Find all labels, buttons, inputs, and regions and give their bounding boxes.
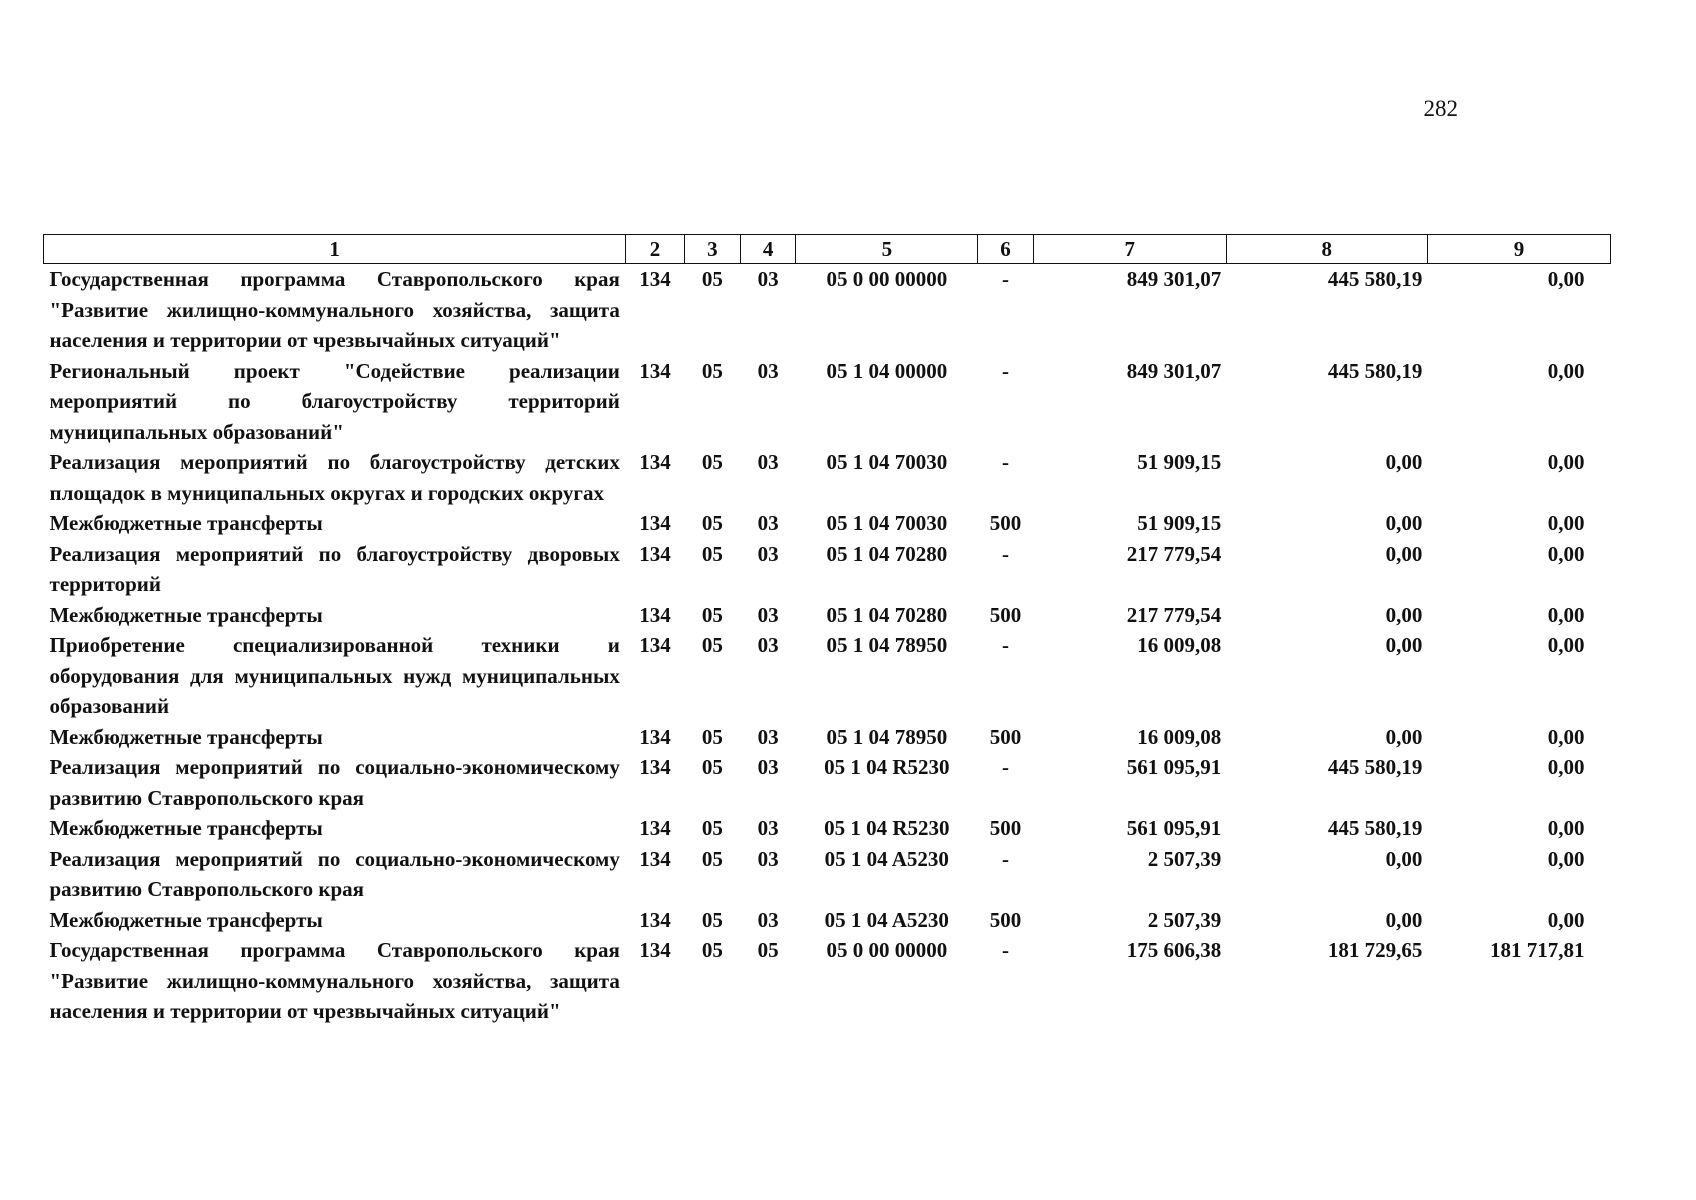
amount-7-cell: 2 507,39 [1147, 907, 1222, 932]
budget-table [43, 234, 1611, 1027]
code-4-cell: 03 [757, 816, 779, 840]
amount-9-cell: 0,00 [1547, 602, 1585, 627]
row-name-cell: Государственная программа Ставропольского края "Развитие жилищно-коммунального хозяйства, защита населения и территории от чрезвычайных ситуаций" [49, 938, 620, 1023]
amount-7-cell: 217 779,54 [1126, 602, 1222, 627]
code-3-cell: 05 [701, 541, 723, 566]
code-3-cell: 05 [701, 938, 723, 962]
code-4-cell: 03 [757, 511, 779, 535]
row-name-cell: Реализация мероприятий по социально-экономическому развитию Ставропольского края [49, 755, 620, 810]
amount-7-cell: 16 009,08 [1137, 724, 1222, 749]
code-6-cell: 500 [989, 724, 1022, 749]
amount-8-cell: 181 729,65 [1327, 938, 1423, 962]
code-3-cell: 05 [701, 907, 723, 932]
code-5-cell: 05 1 04 R5230 [824, 755, 950, 779]
row-name-cell: Межбюджетные трансферты [49, 602, 323, 627]
column-header-8: 8 [1226, 235, 1427, 264]
amount-8-cell: 0,00 [1385, 724, 1423, 749]
code-6-cell: - [1001, 846, 1009, 871]
row-name-cell: Межбюджетные трансферты [49, 511, 323, 535]
table-row [44, 813, 1611, 844]
code-2-cell: 134 [639, 541, 671, 566]
code-4-cell: 03 [757, 541, 779, 566]
code-5-cell: 05 1 04 70280 [826, 541, 948, 566]
table-row [44, 447, 1611, 508]
code-3-cell: 05 [701, 450, 723, 474]
table-row [44, 264, 1611, 356]
amount-9-cell: 0,00 [1547, 267, 1585, 291]
code-5-cell: 05 1 04 A5230 [824, 846, 949, 871]
table-row [44, 722, 1611, 753]
code-4-cell: 03 [757, 358, 779, 383]
amount-7-cell: 849 301,07 [1126, 358, 1222, 383]
amount-9-cell: 0,00 [1547, 755, 1585, 779]
table-row [44, 600, 1611, 631]
code-2-cell: 134 [639, 633, 671, 657]
code-6-cell: - [1001, 633, 1009, 657]
code-4-cell: 03 [757, 450, 779, 474]
code-4-cell: 03 [757, 755, 779, 779]
amount-7-cell: 561 095,91 [1126, 816, 1222, 840]
amount-9-cell: 0,00 [1547, 907, 1585, 932]
code-2-cell: 134 [639, 846, 671, 871]
column-header-6: 6 [978, 235, 1033, 264]
code-4-cell: 03 [757, 633, 779, 657]
column-header-3: 3 [684, 235, 740, 264]
table-row [44, 539, 1611, 600]
amount-7-cell: 849 301,07 [1126, 267, 1222, 291]
code-6-cell: - [1001, 541, 1009, 566]
code-4-cell: 03 [757, 907, 779, 932]
column-header-1: 1 [44, 235, 626, 264]
amount-7-cell: 217 779,54 [1126, 541, 1222, 566]
code-5-cell: 05 0 00 00000 [826, 938, 948, 962]
amount-9-cell: 0,00 [1547, 541, 1585, 566]
table-row [44, 752, 1611, 813]
amount-8-cell: 445 580,19 [1327, 267, 1423, 291]
table-row [44, 844, 1611, 905]
code-3-cell: 05 [701, 633, 723, 657]
column-header-5: 5 [796, 235, 978, 264]
amount-7-cell: 175 606,38 [1126, 938, 1222, 962]
table-header [44, 235, 1611, 264]
amount-7-cell: 51 909,15 [1137, 450, 1222, 474]
amount-7-cell: 2 507,39 [1147, 846, 1222, 871]
code-3-cell: 05 [701, 755, 723, 779]
table-body [44, 264, 1611, 1027]
code-5-cell: 05 1 04 70280 [826, 602, 948, 627]
code-2-cell: 134 [639, 450, 671, 474]
table-row [44, 630, 1611, 722]
code-4-cell: 03 [757, 846, 779, 871]
page-number: 282 [1423, 96, 1458, 121]
code-2-cell: 134 [639, 724, 671, 749]
code-4-cell: 03 [757, 267, 779, 291]
amount-9-cell: 0,00 [1547, 450, 1585, 474]
amount-9-cell: 0,00 [1547, 724, 1585, 749]
code-4-cell: 05 [757, 938, 779, 962]
amount-9-cell: 0,00 [1547, 816, 1585, 840]
code-3-cell: 05 [701, 816, 723, 840]
code-3-cell: 05 [701, 602, 723, 627]
code-3-cell: 05 [701, 267, 723, 291]
code-6-cell: - [1001, 938, 1009, 962]
amount-8-cell: 0,00 [1385, 602, 1423, 627]
code-5-cell: 05 0 00 00000 [826, 267, 948, 291]
table-row [44, 905, 1611, 936]
code-4-cell: 03 [757, 724, 779, 749]
table-row [44, 356, 1611, 448]
code-6-cell: 500 [989, 907, 1022, 932]
header-row [44, 235, 1611, 264]
code-2-cell: 134 [639, 358, 671, 383]
code-6-cell: - [1001, 267, 1009, 291]
code-4-cell: 03 [757, 602, 779, 627]
row-name-cell: Межбюджетные трансферты [49, 907, 323, 932]
amount-8-cell: 0,00 [1385, 450, 1423, 474]
amount-8-cell: 0,00 [1385, 541, 1423, 566]
code-5-cell: 05 1 04 78950 [826, 724, 948, 749]
code-6-cell: - [1001, 358, 1009, 383]
amount-8-cell: 0,00 [1385, 846, 1423, 871]
row-name-cell: Межбюджетные трансферты [49, 724, 323, 749]
table-row [44, 935, 1611, 1027]
row-name-cell: Государственная программа Ставропольского края "Развитие жилищно-коммунального хозяйства, защита населения и территории от чрезвычайных ситуаций" [49, 267, 620, 352]
code-5-cell: 05 1 04 00000 [826, 358, 948, 383]
amount-9-cell: 0,00 [1547, 358, 1585, 383]
code-5-cell: 05 1 04 R5230 [824, 816, 950, 840]
row-name-cell: Приобретение специализированной техники и оборудования для муниципальных нужд муниципальных образований [49, 633, 620, 718]
amount-7-cell: 16 009,08 [1137, 633, 1222, 657]
code-2-cell: 134 [639, 907, 671, 932]
row-name-cell: Реализация мероприятий по благоустройству дворовых территорий [49, 541, 620, 596]
code-3-cell: 05 [701, 358, 723, 383]
code-5-cell: 05 1 04 70030 [826, 450, 948, 474]
code-2-cell: 134 [639, 602, 671, 627]
code-2-cell: 134 [639, 755, 671, 779]
code-6-cell: 500 [989, 511, 1022, 535]
code-3-cell: 05 [701, 846, 723, 871]
code-6-cell: - [1001, 450, 1009, 474]
amount-7-cell: 561 095,91 [1126, 755, 1222, 779]
column-header-7: 7 [1033, 235, 1226, 264]
amount-9-cell: 0,00 [1547, 633, 1585, 657]
amount-8-cell: 0,00 [1385, 511, 1423, 535]
amount-9-cell: 181 717,81 [1490, 938, 1585, 962]
amount-8-cell: 445 580,19 [1327, 358, 1423, 383]
row-name-cell: Реализация мероприятий по социально-экономическому развитию Ставропольского края [49, 846, 620, 901]
code-2-cell: 134 [639, 267, 671, 291]
amount-8-cell: 0,00 [1385, 907, 1423, 932]
code-5-cell: 05 1 04 70030 [826, 511, 948, 535]
row-name-cell: Реализация мероприятий по благоустройству детских площадок в муниципальных округах и городских округах [49, 450, 620, 505]
code-6-cell: 500 [989, 816, 1022, 840]
column-header-9: 9 [1427, 235, 1610, 264]
amount-8-cell: 445 580,19 [1327, 816, 1423, 840]
amount-8-cell: 0,00 [1385, 633, 1423, 657]
amount-9-cell: 0,00 [1547, 846, 1585, 871]
amount-9-cell: 0,00 [1547, 511, 1585, 535]
column-header-2: 2 [626, 235, 684, 264]
code-6-cell: 500 [989, 602, 1022, 627]
code-2-cell: 134 [639, 511, 671, 535]
code-5-cell: 05 1 04 A5230 [824, 907, 949, 932]
amount-7-cell: 51 909,15 [1137, 511, 1222, 535]
code-3-cell: 05 [701, 724, 723, 749]
code-6-cell: - [1001, 755, 1009, 779]
code-5-cell: 05 1 04 78950 [826, 633, 948, 657]
code-2-cell: 134 [639, 816, 671, 840]
code-2-cell: 134 [639, 938, 671, 962]
amount-8-cell: 445 580,19 [1327, 755, 1423, 779]
column-header-4: 4 [740, 235, 795, 264]
row-name-cell: Региональный проект "Содействие реализации мероприятий по благоустройству территорий муниципальных образований" [49, 358, 620, 444]
code-3-cell: 05 [701, 511, 723, 535]
table-row [44, 508, 1611, 539]
row-name-cell: Межбюджетные трансферты [49, 816, 323, 840]
